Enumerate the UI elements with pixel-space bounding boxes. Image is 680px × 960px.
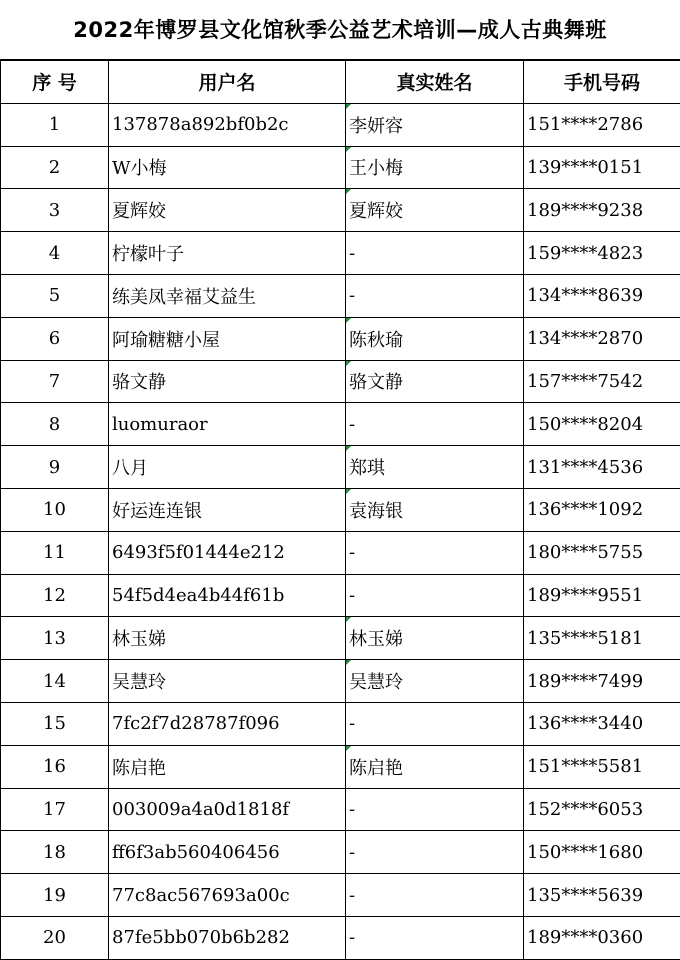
- header-username: 用户名: [109, 61, 346, 104]
- row-phone: 189****9238: [524, 189, 680, 232]
- comment-indicator-icon: [346, 489, 351, 494]
- row-username: 137878a892bf0b2c: [109, 103, 346, 146]
- row-real-name: [346, 189, 524, 232]
- table-row: [1, 617, 680, 660]
- row-index: 9: [1, 446, 109, 489]
- row-real-name: [346, 360, 524, 403]
- row-username: 阿瑜糖糖小屋: [109, 317, 346, 360]
- row-real-name: [346, 745, 524, 788]
- comment-indicator-icon: [346, 361, 351, 366]
- row-username: 八月: [109, 446, 346, 489]
- row-phone: 180****5755: [524, 531, 680, 574]
- real-name-text: -: [349, 799, 355, 820]
- row-real-name: [346, 146, 524, 189]
- row-real-name: [346, 702, 524, 745]
- row-index: 5: [1, 274, 109, 317]
- header-index: 序 号: [1, 61, 109, 104]
- row-index: 11: [1, 531, 109, 574]
- row-phone: 150****1680: [524, 831, 680, 874]
- row-phone: 135****5639: [524, 874, 680, 917]
- table-row: [1, 232, 680, 275]
- row-real-name: [346, 232, 524, 275]
- row-username: 87fe5bb070b6b282: [109, 916, 346, 959]
- real-name-text: 王小梅: [349, 158, 403, 179]
- row-phone: 152****6053: [524, 788, 680, 831]
- real-name-text: -: [349, 927, 355, 948]
- row-username: 77c8ac567693a00c: [109, 874, 346, 917]
- table-row: [1, 488, 680, 531]
- row-index: 10: [1, 488, 109, 531]
- row-index: 6: [1, 317, 109, 360]
- row-username: ff6f3ab560406456: [109, 831, 346, 874]
- row-username: 好运连连银: [109, 488, 346, 531]
- row-phone: 189****7499: [524, 660, 680, 703]
- comment-indicator-icon: [346, 617, 351, 622]
- row-index: 16: [1, 745, 109, 788]
- real-name-text: 陈秋瑜: [349, 330, 403, 351]
- table-row: [1, 702, 680, 745]
- real-name-text: -: [349, 414, 355, 435]
- real-name-text: -: [349, 842, 355, 863]
- real-name-text: -: [349, 885, 355, 906]
- row-real-name: [346, 274, 524, 317]
- table-row: [1, 916, 680, 959]
- row-phone: 159****4823: [524, 232, 680, 275]
- row-real-name: [346, 317, 524, 360]
- comment-indicator-icon: [346, 189, 351, 194]
- row-real-name: [346, 446, 524, 489]
- row-index: 17: [1, 788, 109, 831]
- row-username: 6493f5f01444e212: [109, 531, 346, 574]
- real-name-text: -: [349, 713, 355, 734]
- real-name-text: -: [349, 243, 355, 264]
- table-row: [1, 531, 680, 574]
- row-phone: 134****2870: [524, 317, 680, 360]
- row-index: 18: [1, 831, 109, 874]
- table-row: [1, 146, 680, 189]
- row-real-name: [346, 916, 524, 959]
- table-row: [1, 831, 680, 874]
- row-index: 8: [1, 403, 109, 446]
- row-username: 夏辉姣: [109, 189, 346, 232]
- page-title: 2022年博罗县文化馆秋季公益艺术培训—成人古典舞班: [0, 0, 680, 60]
- real-name-text: 陈启艳: [349, 758, 403, 779]
- real-name-text: -: [349, 585, 355, 606]
- row-real-name: [346, 488, 524, 531]
- table-row: [1, 189, 680, 232]
- real-name-text: 夏辉姣: [349, 201, 403, 222]
- header-real-name: 真实姓名: [346, 61, 524, 104]
- table-header: [1, 61, 680, 104]
- real-name-text: 骆文静: [349, 372, 403, 393]
- row-index: 20: [1, 916, 109, 959]
- row-username: 吴慧玲: [109, 660, 346, 703]
- row-phone: 139****0151: [524, 146, 680, 189]
- row-real-name: [346, 788, 524, 831]
- row-index: 3: [1, 189, 109, 232]
- row-index: 13: [1, 617, 109, 660]
- real-name-text: 林玉娣: [349, 629, 403, 650]
- table-row: [1, 874, 680, 917]
- row-username: luomuraor: [109, 403, 346, 446]
- row-phone: 131****4536: [524, 446, 680, 489]
- row-phone: 189****9551: [524, 574, 680, 617]
- comment-indicator-icon: [346, 660, 351, 665]
- real-name-text: 李妍容: [349, 116, 403, 137]
- row-username: 林玉娣: [109, 617, 346, 660]
- real-name-text: 吴慧玲: [349, 672, 403, 693]
- row-index: 7: [1, 360, 109, 403]
- comment-indicator-icon: [346, 318, 351, 323]
- row-index: 4: [1, 232, 109, 275]
- real-name-text: 袁海银: [349, 501, 403, 522]
- row-index: 15: [1, 702, 109, 745]
- table-row: [1, 274, 680, 317]
- row-index: 1: [1, 103, 109, 146]
- table-row: [1, 745, 680, 788]
- row-real-name: [346, 874, 524, 917]
- row-username: 骆文静: [109, 360, 346, 403]
- table-row: [1, 446, 680, 489]
- row-username: 003009a4a0d1818f: [109, 788, 346, 831]
- row-index: 19: [1, 874, 109, 917]
- row-username: 柠檬叶子: [109, 232, 346, 275]
- row-phone: 189****0360: [524, 916, 680, 959]
- row-real-name: [346, 660, 524, 703]
- table-row: [1, 788, 680, 831]
- real-name-text: -: [349, 542, 355, 563]
- row-real-name: [346, 617, 524, 660]
- table-row: [1, 574, 680, 617]
- comment-indicator-icon: [346, 446, 351, 451]
- row-username: 陈启艳: [109, 745, 346, 788]
- row-phone: 157****7542: [524, 360, 680, 403]
- comment-indicator-icon: [346, 104, 351, 109]
- row-real-name: [346, 403, 524, 446]
- row-username: 练美凤幸福艾益生: [109, 274, 346, 317]
- table-row: [1, 660, 680, 703]
- row-index: 12: [1, 574, 109, 617]
- row-phone: 135****5181: [524, 617, 680, 660]
- row-username: 54f5d4ea4b44f61b: [109, 574, 346, 617]
- row-phone: 151****2786: [524, 103, 680, 146]
- comment-indicator-icon: [346, 147, 351, 152]
- row-real-name: [346, 103, 524, 146]
- row-phone: 134****8639: [524, 274, 680, 317]
- row-phone: 151****5581: [524, 745, 680, 788]
- row-real-name: [346, 831, 524, 874]
- row-index: 14: [1, 660, 109, 703]
- row-username: 7fc2f7d28787f096: [109, 702, 346, 745]
- table-row: [1, 317, 680, 360]
- table-body: [1, 103, 680, 959]
- row-username: W小梅: [109, 146, 346, 189]
- real-name-text: -: [349, 285, 355, 306]
- table-row: [1, 103, 680, 146]
- header-row: [1, 61, 680, 104]
- table-row: [1, 360, 680, 403]
- comment-indicator-icon: [346, 746, 351, 751]
- row-phone: 136****1092: [524, 488, 680, 531]
- table-row: [1, 403, 680, 446]
- header-phone: 手机号码: [524, 61, 680, 104]
- roster-table: [0, 60, 680, 960]
- row-index: 2: [1, 146, 109, 189]
- row-phone: 150****8204: [524, 403, 680, 446]
- row-real-name: [346, 574, 524, 617]
- row-real-name: [346, 531, 524, 574]
- row-phone: 136****3440: [524, 702, 680, 745]
- real-name-text: 郑琪: [349, 458, 385, 479]
